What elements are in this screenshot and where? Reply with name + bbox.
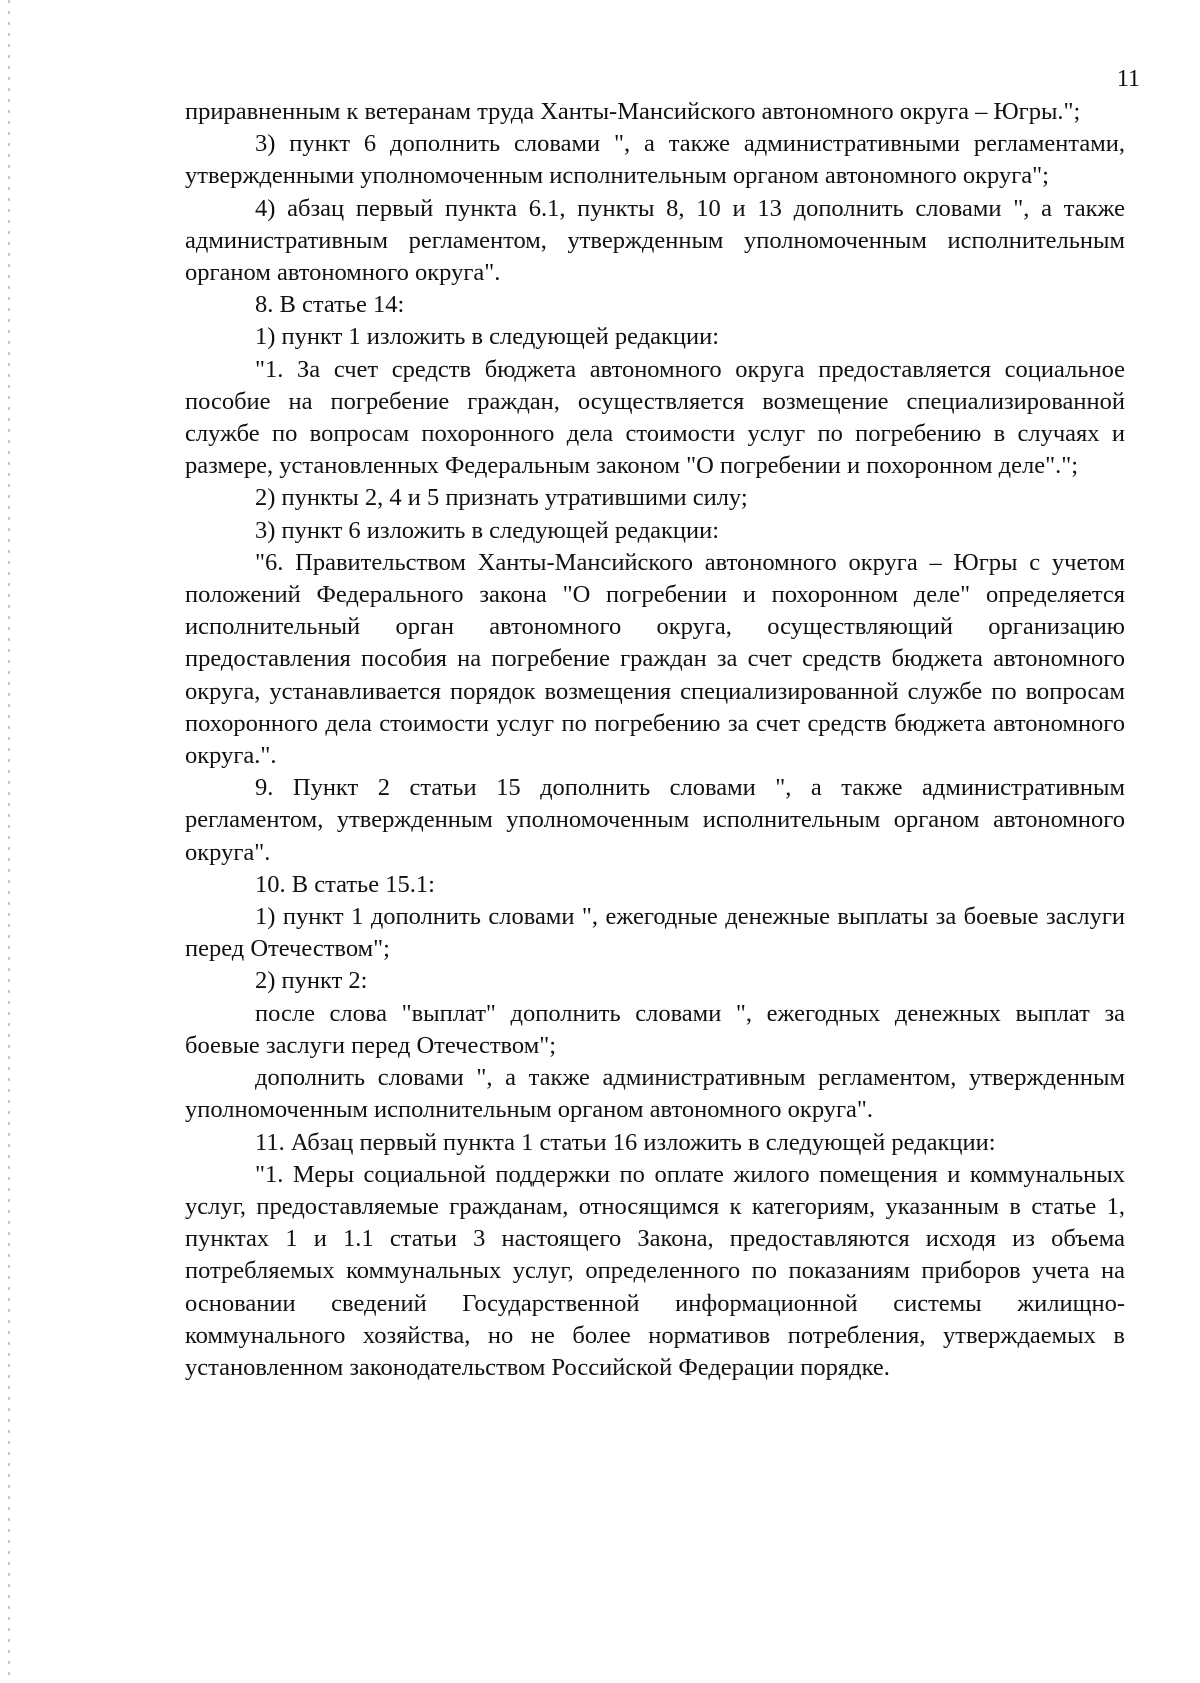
paragraph: после слова "выплат" дополнить словами ", ежегодных денежных выплат за боевые заслуги перед Отечеством"; — [185, 999, 1125, 1059]
paragraph: 3) пункт 6 изложить в следующей редакции: — [255, 516, 720, 544]
paragraph: дополнить словами ", а также административным регламентом, утвержденным уполномоченным исполнительным органом автономного округа". — [185, 1064, 1125, 1124]
paragraph: 2) пункт 2: — [255, 967, 368, 995]
paragraph: приравненным к ветеранам труда Ханты-Мансийского автономного округа – Югры."; — [185, 98, 1081, 125]
page-number: 11 — [1116, 66, 1140, 92]
paragraph: 4) абзац первый пункта 6.1, пункты 8, 10 и 13 дополнить словами ", а также административным регламентом, утвержденным уполномоченным исполнительным органом автономного округа". — [185, 194, 1125, 287]
paragraph: "1. За счет средств бюджета автономного округа предоставляется социальное пособие на погребение граждан, осуществляется возмещение специализированной службе по вопросам похоронного дела стоимости услуг по погребению в случаях и размере, установленных Федеральным законом "О погребении и похоронном деле"."; — [185, 355, 1125, 480]
paragraph: 3) пункт 6 дополнить словами ", а также административными регламентами, утвержденными уполномоченным исполнительным органом автономного округа"; — [185, 130, 1125, 190]
paragraph: "1. Меры социальной поддержки по оплате жилого помещения и коммунальных услуг, предоставляемые гражданам, относящимся к категориям, указанным в статье 1, пунктах 1 и 1.1 статьи 3 настоящего Закона, предоставляются исходя из объема потребляемых коммунальных услуг, определенного по показаниям приборов учета на основании сведений Государственной информационной системы жилищно-коммунального хозяйства, но не более нормативов потребления, утверждаемых в установленном законодательством Российской Федерации порядке. — [185, 1160, 1125, 1381]
paragraph: 2) пункты 2, 4 и 5 признать утратившими силу; — [255, 484, 748, 512]
paragraph: 10. В статье 15.1: — [255, 870, 435, 898]
paragraph: 1) пункт 1 изложить в следующей редакции: — [255, 323, 720, 351]
document-body — [185, 96, 1125, 1384]
paragraph: 11. Абзац первый пункта 1 статьи 16 изложить в следующей редакции: — [255, 1128, 996, 1156]
paragraph: 9. Пункт 2 статьи 15 дополнить словами ", а также административным регламентом, утвержденным уполномоченным исполнительным органом автономного округа". — [185, 774, 1125, 866]
paragraph: 8. В статье 14: — [255, 291, 405, 319]
scan-edge-artifact — [8, 0, 10, 1683]
paragraph: 1) пункт 1 дополнить словами ", ежегодные денежные выплаты за боевые заслуги перед Отечеством"; — [185, 903, 1125, 963]
paragraph: "6. Правительством Ханты-Мансийского автономного округа – Югры с учетом положений Федерального закона "О погребении и похоронном деле" определяется исполнительный орган автономного округа, осуществляющий организацию предоставления пособия на погребение граждан за счет средств бюджета автономного округа, устанавливается порядок возмещения специализированной службе по вопросам похоронного дела стоимости услуг по погребению за счет средств бюджета автономного округа.". — [185, 548, 1125, 770]
